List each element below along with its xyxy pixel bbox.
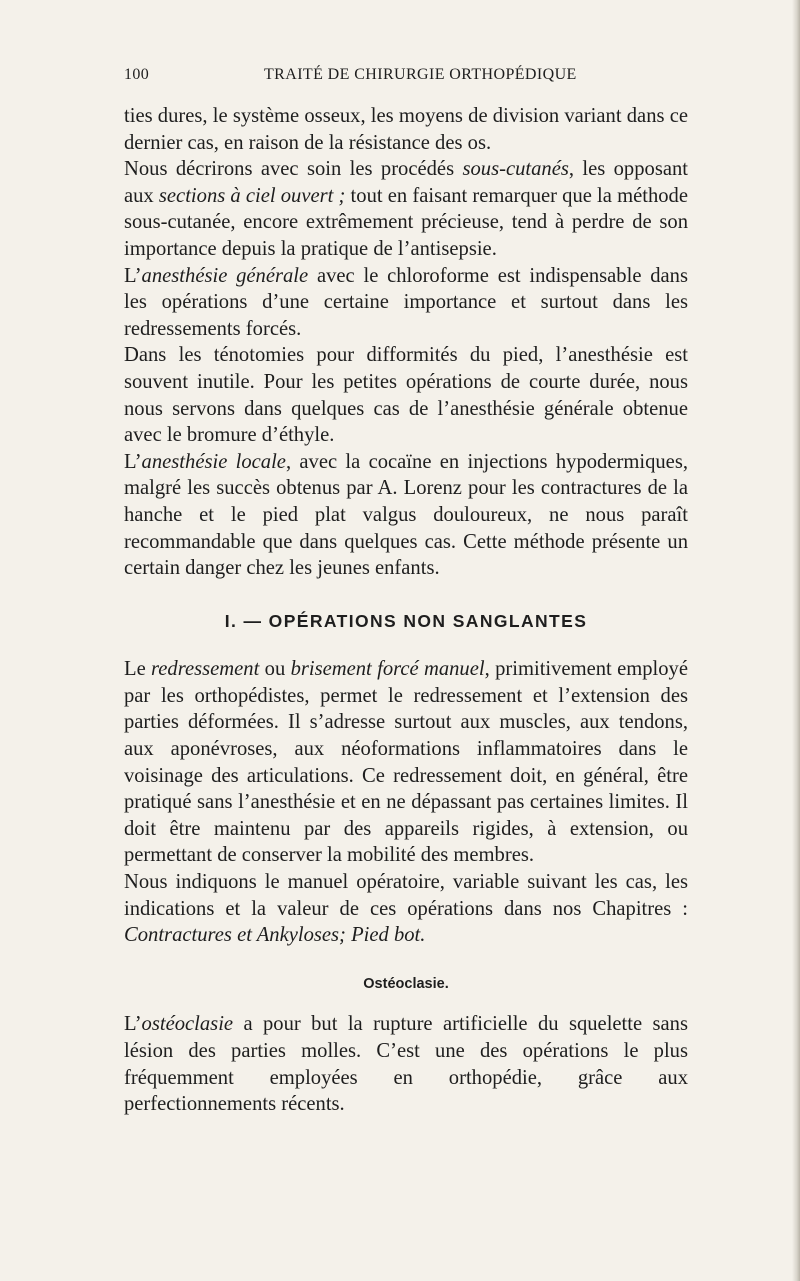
- paragraph-6: Le redressement ou brisement forcé manuel, primitivement employé par les orthopédistes, permet le redressement et l’extension des parties déformées. Il s’adresse surtout aux muscles, aux tendons, aux aponévroses, aux néoformations inflammatoires dans le voisinage des articulations. Ce redressement doit, en général, être pratiqué sans l’anesthésie et en ne dépassant pas certaines limites. Il doit être maintenu par des appareils rigides, à extension, ou permettant de conserver la mobilité des membres.: [124, 658, 688, 867]
- paragraph-3: L’anesthésie générale avec le chloroforme est indispensable dans les opérations d’une certaine importance et surtout dans les redressements forcés.: [124, 264, 688, 340]
- running-title: TRAITÉ DE CHIRURGIE ORTHOPÉDIQUE: [264, 66, 577, 83]
- page-body: [124, 103, 688, 1118]
- paragraph-1: ties dures, le système osseux, les moyens de division variant dans ce dernier cas, en raison de la résistance des os.: [124, 105, 688, 154]
- paragraph-7: Nous indiquons le manuel opératoire, variable suivant les cas, les indications et la valeur de ces opérations dans nos Chapitres : Contractures et Ankyloses; Pied bot.: [124, 871, 688, 947]
- paragraph-5: L’anesthésie locale, avec la cocaïne en injections hypodermiques, malgré les succès obtenus par A. Lorenz pour les contractures de la hanche et le pied plat valgus douloureux, ne nous paraît recommandable que dans quelques cas. Cette méthode présente un certain danger chez les jeunes enfants.: [124, 450, 688, 580]
- paragraph-8: L’ostéoclasie a pour but la rupture artificielle du squelette sans lésion des parties molles. C’est une des opérations le plus fréquemment employées en orthopédie, grâce aux perfectionnements récents.: [124, 1013, 688, 1116]
- page-edge: [792, 0, 800, 1281]
- page-number: 100: [124, 66, 150, 83]
- paragraph-4: Dans les ténotomies pour difformités du pied, l’anesthésie est souvent inutile. Pour les petites opérations de courte durée, nous nous servons dans quelques cas de l’anesthésie générale obtenue avec le bromure d’éthyle.: [124, 344, 688, 447]
- subsection-heading: Ostéoclasie.: [363, 975, 449, 992]
- section-heading: I. — OPÉRATIONS NON SANGLANTES: [224, 610, 588, 631]
- running-header: [124, 66, 684, 90]
- paragraph-2: Nous décrirons avec soin les procédés sous-cutanés, les opposant aux sections à ciel ouvert ; tout en faisant remarquer que la méthode sous-cutanée, encore extrêmement précieuse, tend à perdre de son importance depuis la pratique de l’antisepsie.: [124, 158, 688, 260]
